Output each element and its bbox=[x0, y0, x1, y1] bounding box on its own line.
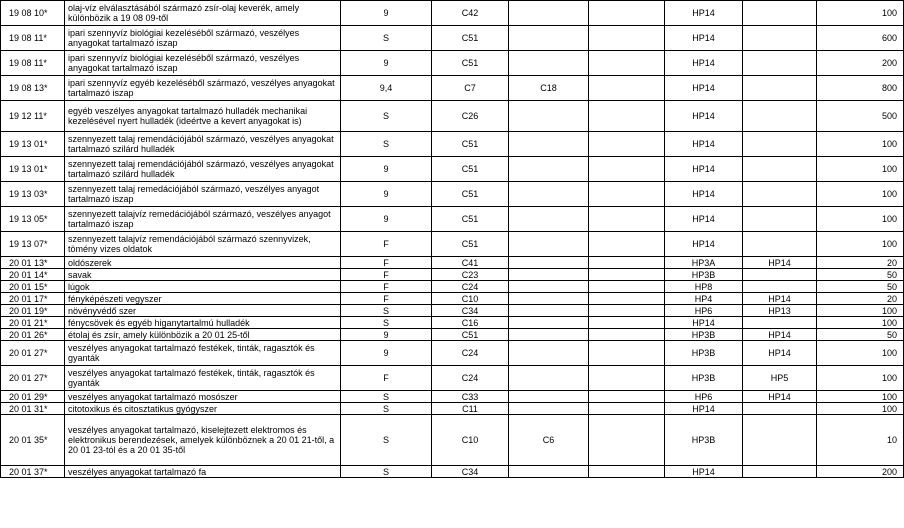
hazard-property-2-cell bbox=[743, 232, 817, 257]
category-cell: 9 bbox=[341, 207, 432, 232]
waste-code-cell: 20 01 19* bbox=[1, 305, 65, 317]
treatment-code-cell: C41 bbox=[432, 257, 509, 269]
treatment-code-2-cell bbox=[509, 26, 589, 51]
category-cell: S bbox=[341, 26, 432, 51]
hazard-property-cell: HP3B bbox=[665, 415, 743, 466]
hazard-property-cell: HP14 bbox=[665, 157, 743, 182]
treatment-code-cell: C51 bbox=[432, 329, 509, 341]
category-cell: S bbox=[341, 391, 432, 403]
category-cell: F bbox=[341, 293, 432, 305]
hazard-property-cell: HP6 bbox=[665, 391, 743, 403]
category-cell: 9 bbox=[341, 341, 432, 366]
empty-cell bbox=[589, 51, 665, 76]
table-row bbox=[1, 257, 904, 269]
description-cell: egyéb veszélyes anyagokat tartalmazó hulladék mechanikai kezelésével nyert hulladék (ideértve a kevert anyagokat is) bbox=[65, 101, 341, 132]
table-row bbox=[1, 182, 904, 207]
waste-code-cell: 19 13 05* bbox=[1, 207, 65, 232]
quantity-cell: 50 bbox=[817, 281, 904, 293]
treatment-code-cell: C51 bbox=[432, 232, 509, 257]
hazard-property-2-cell: HP14 bbox=[743, 391, 817, 403]
treatment-code-cell: C24 bbox=[432, 366, 509, 391]
quantity-cell: 100 bbox=[817, 232, 904, 257]
treatment-code-cell: C24 bbox=[432, 341, 509, 366]
waste-code-cell: 19 13 03* bbox=[1, 182, 65, 207]
treatment-code-2-cell bbox=[509, 293, 589, 305]
hazard-property-cell: HP6 bbox=[665, 305, 743, 317]
table-row bbox=[1, 101, 904, 132]
category-cell: 9 bbox=[341, 157, 432, 182]
hazard-property-2-cell: HP13 bbox=[743, 305, 817, 317]
treatment-code-cell: C34 bbox=[432, 305, 509, 317]
hazard-property-cell: HP14 bbox=[665, 403, 743, 415]
description-cell: ipari szennyvíz biológiai kezeléséből származó, veszélyes anyagokat tartalmazó iszap bbox=[65, 51, 341, 76]
hazard-property-2-cell: HP14 bbox=[743, 341, 817, 366]
description-cell: fénycsövek és egyéb higanytartalmú hulladék bbox=[65, 317, 341, 329]
description-cell: szennyezett talajvíz remedációjából származó, veszélyes anyagot tartalmazó iszap bbox=[65, 207, 341, 232]
treatment-code-2-cell: C18 bbox=[509, 76, 589, 101]
description-cell: ipari szennyvíz biológiai kezeléséből származó, veszélyes anyagokat tartalmazó iszap bbox=[65, 26, 341, 51]
hazard-property-cell: HP3B bbox=[665, 329, 743, 341]
hazard-property-2-cell bbox=[743, 76, 817, 101]
waste-code-cell: 20 01 31* bbox=[1, 403, 65, 415]
category-cell: F bbox=[341, 257, 432, 269]
hazard-property-cell: HP3B bbox=[665, 269, 743, 281]
table-row bbox=[1, 1, 904, 26]
quantity-cell: 100 bbox=[817, 1, 904, 26]
treatment-code-2-cell bbox=[509, 305, 589, 317]
description-cell: növényvédő szer bbox=[65, 305, 341, 317]
table-row bbox=[1, 391, 904, 403]
waste-code-cell: 20 01 37* bbox=[1, 466, 65, 478]
treatment-code-cell: C16 bbox=[432, 317, 509, 329]
waste-code-cell: 19 08 11* bbox=[1, 51, 65, 76]
waste-code-cell: 19 08 11* bbox=[1, 26, 65, 51]
hazard-property-2-cell bbox=[743, 207, 817, 232]
hazard-property-2-cell bbox=[743, 403, 817, 415]
treatment-code-2-cell bbox=[509, 182, 589, 207]
treatment-code-cell: C11 bbox=[432, 403, 509, 415]
hazard-property-2-cell: HP5 bbox=[743, 366, 817, 391]
hazard-property-2-cell bbox=[743, 281, 817, 293]
category-cell: 9,4 bbox=[341, 76, 432, 101]
empty-cell bbox=[589, 269, 665, 281]
category-cell: 9 bbox=[341, 329, 432, 341]
waste-code-cell: 20 01 27* bbox=[1, 341, 65, 366]
hazard-property-cell: HP14 bbox=[665, 51, 743, 76]
empty-cell bbox=[589, 293, 665, 305]
treatment-code-2-cell: C6 bbox=[509, 415, 589, 466]
description-cell: szennyezett talaj remedációjából származó, veszélyes anyagot tartalmazó iszap bbox=[65, 182, 341, 207]
description-cell: savak bbox=[65, 269, 341, 281]
treatment-code-2-cell bbox=[509, 132, 589, 157]
treatment-code-2-cell bbox=[509, 329, 589, 341]
waste-code-cell: 19 13 01* bbox=[1, 157, 65, 182]
waste-code-cell: 20 01 14* bbox=[1, 269, 65, 281]
empty-cell bbox=[589, 391, 665, 403]
hazard-property-cell: HP14 bbox=[665, 26, 743, 51]
hazard-property-cell: HP14 bbox=[665, 317, 743, 329]
hazard-property-2-cell bbox=[743, 157, 817, 182]
hazard-property-2-cell bbox=[743, 317, 817, 329]
description-cell: veszélyes anyagokat tartalmazó festékek, tinták, ragasztók és gyanták bbox=[65, 341, 341, 366]
empty-cell bbox=[589, 257, 665, 269]
hazard-property-2-cell: HP14 bbox=[743, 293, 817, 305]
treatment-code-2-cell bbox=[509, 341, 589, 366]
table-row bbox=[1, 366, 904, 391]
description-cell: étolaj és zsír, amely különbözik a 20 01 25-től bbox=[65, 329, 341, 341]
treatment-code-2-cell bbox=[509, 51, 589, 76]
treatment-code-cell: C51 bbox=[432, 51, 509, 76]
empty-cell bbox=[589, 26, 665, 51]
treatment-code-2-cell bbox=[509, 403, 589, 415]
treatment-code-2-cell bbox=[509, 232, 589, 257]
treatment-code-2-cell bbox=[509, 207, 589, 232]
empty-cell bbox=[589, 101, 665, 132]
hazard-property-2-cell bbox=[743, 182, 817, 207]
empty-cell bbox=[589, 329, 665, 341]
description-cell: olaj-víz elválasztásából származó zsír-olaj keverék, amely különbözik a 19 08 09-től bbox=[65, 1, 341, 26]
hazard-property-2-cell bbox=[743, 132, 817, 157]
category-cell: 9 bbox=[341, 182, 432, 207]
treatment-code-cell: C24 bbox=[432, 281, 509, 293]
category-cell: S bbox=[341, 101, 432, 132]
hazard-property-2-cell bbox=[743, 101, 817, 132]
treatment-code-cell: C51 bbox=[432, 157, 509, 182]
description-cell: ipari szennyvíz egyéb kezeléséből származó, veszélyes anyagokat tartalmazó iszap bbox=[65, 76, 341, 101]
hazard-property-2-cell bbox=[743, 26, 817, 51]
category-cell: S bbox=[341, 132, 432, 157]
empty-cell bbox=[589, 207, 665, 232]
quantity-cell: 100 bbox=[817, 366, 904, 391]
empty-cell bbox=[589, 341, 665, 366]
description-cell: veszélyes anyagokat tartalmazó mosószer bbox=[65, 391, 341, 403]
hazard-property-cell: HP3B bbox=[665, 366, 743, 391]
treatment-code-2-cell bbox=[509, 257, 589, 269]
quantity-cell: 20 bbox=[817, 293, 904, 305]
waste-code-cell: 19 12 11* bbox=[1, 101, 65, 132]
quantity-cell: 100 bbox=[817, 391, 904, 403]
quantity-cell: 100 bbox=[817, 157, 904, 182]
treatment-code-2-cell bbox=[509, 466, 589, 478]
treatment-code-cell: C33 bbox=[432, 391, 509, 403]
hazard-property-cell: HP14 bbox=[665, 466, 743, 478]
category-cell: F bbox=[341, 366, 432, 391]
hazard-property-2-cell bbox=[743, 415, 817, 466]
waste-code-cell: 19 08 10* bbox=[1, 1, 65, 26]
treatment-code-cell: C10 bbox=[432, 293, 509, 305]
table-row bbox=[1, 466, 904, 478]
table-row bbox=[1, 305, 904, 317]
hazard-property-cell: HP3A bbox=[665, 257, 743, 269]
waste-code-cell: 20 01 17* bbox=[1, 293, 65, 305]
empty-cell bbox=[589, 182, 665, 207]
empty-cell bbox=[589, 403, 665, 415]
table-row bbox=[1, 232, 904, 257]
treatment-code-cell: C51 bbox=[432, 207, 509, 232]
waste-code-cell: 20 01 21* bbox=[1, 317, 65, 329]
empty-cell bbox=[589, 415, 665, 466]
hazard-property-cell: HP14 bbox=[665, 1, 743, 26]
quantity-cell: 50 bbox=[817, 269, 904, 281]
category-cell: 9 bbox=[341, 51, 432, 76]
empty-cell bbox=[589, 466, 665, 478]
hazard-property-cell: HP14 bbox=[665, 182, 743, 207]
hazard-property-cell: HP8 bbox=[665, 281, 743, 293]
table-row bbox=[1, 269, 904, 281]
category-cell: S bbox=[341, 317, 432, 329]
hazard-property-cell: HP14 bbox=[665, 76, 743, 101]
quantity-cell: 50 bbox=[817, 329, 904, 341]
quantity-cell: 500 bbox=[817, 101, 904, 132]
quantity-cell: 100 bbox=[817, 182, 904, 207]
category-cell: F bbox=[341, 269, 432, 281]
treatment-code-cell: C51 bbox=[432, 182, 509, 207]
quantity-cell: 800 bbox=[817, 76, 904, 101]
table-row bbox=[1, 207, 904, 232]
treatment-code-cell: C34 bbox=[432, 466, 509, 478]
waste-code-cell: 20 01 13* bbox=[1, 257, 65, 269]
table-row bbox=[1, 415, 904, 466]
quantity-cell: 20 bbox=[817, 257, 904, 269]
waste-code-cell: 20 01 27* bbox=[1, 366, 65, 391]
category-cell: F bbox=[341, 281, 432, 293]
treatment-code-cell: C51 bbox=[432, 26, 509, 51]
category-cell: S bbox=[341, 305, 432, 317]
quantity-cell: 10 bbox=[817, 415, 904, 466]
table-row bbox=[1, 341, 904, 366]
empty-cell bbox=[589, 132, 665, 157]
waste-code-cell: 20 01 29* bbox=[1, 391, 65, 403]
treatment-code-cell: C10 bbox=[432, 415, 509, 466]
waste-code-cell: 20 01 26* bbox=[1, 329, 65, 341]
table-row bbox=[1, 403, 904, 415]
table-row bbox=[1, 76, 904, 101]
treatment-code-cell: C7 bbox=[432, 76, 509, 101]
waste-code-cell: 20 01 35* bbox=[1, 415, 65, 466]
waste-code-cell: 19 13 07* bbox=[1, 232, 65, 257]
table-row bbox=[1, 293, 904, 305]
quantity-cell: 100 bbox=[817, 305, 904, 317]
table-row bbox=[1, 157, 904, 182]
treatment-code-2-cell bbox=[509, 1, 589, 26]
treatment-code-2-cell bbox=[509, 157, 589, 182]
description-cell: lúgok bbox=[65, 281, 341, 293]
category-cell: S bbox=[341, 403, 432, 415]
description-cell: veszélyes anyagokat tartalmazó, kiselejtezett elektromos és elektronikus berendezések, amelyek különböznek a 20 01 21-től, a 20 01 23-tól és a 20 01 35-től bbox=[65, 415, 341, 466]
table-row bbox=[1, 329, 904, 341]
hazard-property-2-cell: HP14 bbox=[743, 257, 817, 269]
treatment-code-2-cell bbox=[509, 281, 589, 293]
hazard-property-cell: HP14 bbox=[665, 132, 743, 157]
hazard-property-cell: HP4 bbox=[665, 293, 743, 305]
empty-cell bbox=[589, 76, 665, 101]
treatment-code-2-cell bbox=[509, 269, 589, 281]
hazard-property-cell: HP14 bbox=[665, 101, 743, 132]
hazard-property-2-cell: HP14 bbox=[743, 329, 817, 341]
category-cell: S bbox=[341, 415, 432, 466]
waste-code-cell: 19 13 01* bbox=[1, 132, 65, 157]
table-row bbox=[1, 281, 904, 293]
hazard-property-cell: HP3B bbox=[665, 341, 743, 366]
waste-code-cell: 20 01 15* bbox=[1, 281, 65, 293]
quantity-cell: 100 bbox=[817, 207, 904, 232]
description-cell: szennyezett talajvíz remendációjából származó szennyvizek, tömény vizes oldatok bbox=[65, 232, 341, 257]
table-row bbox=[1, 51, 904, 76]
quantity-cell: 600 bbox=[817, 26, 904, 51]
empty-cell bbox=[589, 281, 665, 293]
treatment-code-cell: C26 bbox=[432, 101, 509, 132]
empty-cell bbox=[589, 157, 665, 182]
waste-code-cell: 19 08 13* bbox=[1, 76, 65, 101]
description-cell: veszélyes anyagokat tartalmazó fa bbox=[65, 466, 341, 478]
empty-cell bbox=[589, 305, 665, 317]
treatment-code-2-cell bbox=[509, 317, 589, 329]
description-cell: szennyezett talaj remendációjából származó, veszélyes anyagokat tartalmazó szilárd hulladék bbox=[65, 157, 341, 182]
description-cell: citotoxikus és citosztatikus gyógyszer bbox=[65, 403, 341, 415]
treatment-code-cell: C42 bbox=[432, 1, 509, 26]
table-row bbox=[1, 317, 904, 329]
empty-cell bbox=[589, 1, 665, 26]
quantity-cell: 100 bbox=[817, 341, 904, 366]
treatment-code-2-cell bbox=[509, 366, 589, 391]
category-cell: 9 bbox=[341, 1, 432, 26]
treatment-code-cell: C51 bbox=[432, 132, 509, 157]
empty-cell bbox=[589, 366, 665, 391]
quantity-cell: 200 bbox=[817, 466, 904, 478]
hazard-property-2-cell bbox=[743, 51, 817, 76]
empty-cell bbox=[589, 317, 665, 329]
quantity-cell: 200 bbox=[817, 51, 904, 76]
hazard-property-cell: HP14 bbox=[665, 232, 743, 257]
category-cell: S bbox=[341, 466, 432, 478]
table-body bbox=[1, 1, 904, 478]
description-cell: veszélyes anyagokat tartalmazó festékek, tinták, ragasztók és gyanták bbox=[65, 366, 341, 391]
table-row bbox=[1, 132, 904, 157]
description-cell: oldószerek bbox=[65, 257, 341, 269]
category-cell: F bbox=[341, 232, 432, 257]
empty-cell bbox=[589, 232, 665, 257]
description-cell: szennyezett talaj remendációjából származó, veszélyes anyagokat tartalmazó szilárd hulladék bbox=[65, 132, 341, 157]
quantity-cell: 100 bbox=[817, 132, 904, 157]
hazard-property-2-cell bbox=[743, 1, 817, 26]
description-cell: fényképészeti vegyszer bbox=[65, 293, 341, 305]
hazard-property-2-cell bbox=[743, 466, 817, 478]
quantity-cell: 100 bbox=[817, 317, 904, 329]
treatment-code-cell: C23 bbox=[432, 269, 509, 281]
table-row bbox=[1, 26, 904, 51]
treatment-code-2-cell bbox=[509, 101, 589, 132]
hazard-property-cell: HP14 bbox=[665, 207, 743, 232]
treatment-code-2-cell bbox=[509, 391, 589, 403]
hazard-property-2-cell bbox=[743, 269, 817, 281]
quantity-cell: 100 bbox=[817, 403, 904, 415]
